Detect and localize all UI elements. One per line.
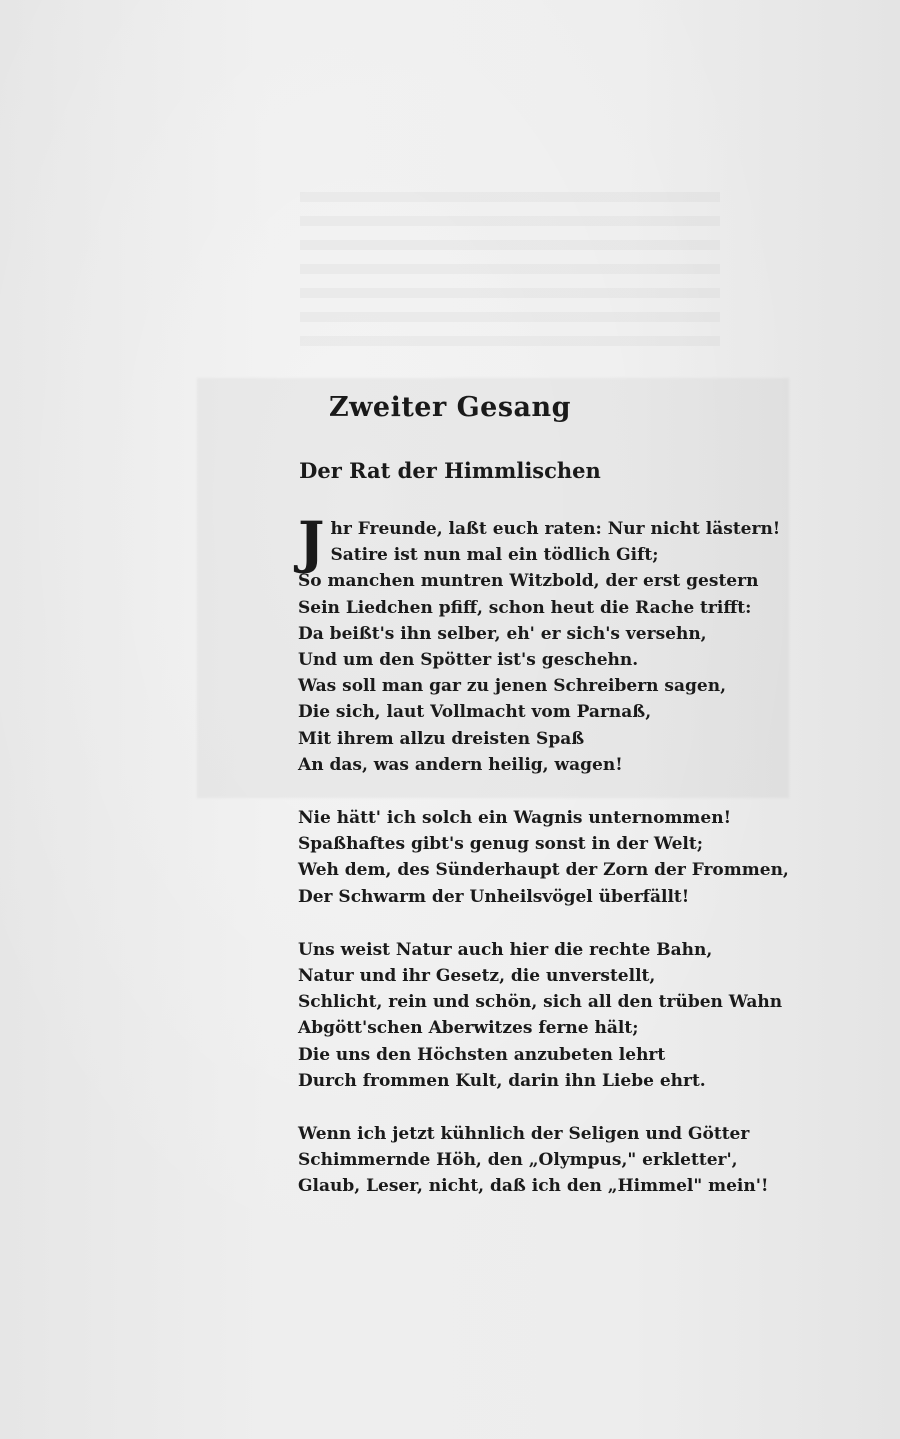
poem-line: Schimmernde Höh, den „Olympus," erkletter',	[298, 1150, 738, 1171]
bleed-through-text	[300, 178, 720, 358]
poem-line: Mit ihrem allzu dreisten Spaß	[298, 728, 585, 749]
poem-line: Abgött'schen Aberwitzes ferne hält;	[298, 1018, 639, 1039]
poem-line: Wenn ich jetzt kühnlich der Seligen und Götter	[298, 1124, 750, 1145]
poem-line: Glaub, Leser, nicht, daß ich den „Himmel" mein'!	[298, 1176, 769, 1197]
poem-line: Schlicht, rein und schön, sich all den trüben Wahn	[298, 992, 783, 1013]
poem-line: So manchen muntren Witzbold, der erst gestern	[298, 571, 759, 592]
chapter-subheading: Der Rat der Himmlischen	[299, 458, 601, 483]
poem-line: Weh dem, des Sünderhaupt der Zorn der Frommen,	[298, 860, 789, 881]
stanza-4	[298, 1121, 778, 1200]
poem-line: Nie hätt' ich solch ein Wagnis unternommen!	[298, 808, 732, 829]
poem-line: Sein Liedchen pfiff, schon heut die Rache trifft:	[298, 597, 752, 618]
poem-line: Was soll man gar zu jenen Schreibern sagen,	[298, 676, 726, 697]
poem-line: Natur und ihr Gesetz, die unverstellt,	[298, 966, 656, 987]
poem-line: Uns weist Natur auch hier die rechte Bahn,	[298, 939, 713, 960]
stanza-3	[298, 937, 783, 1094]
poem-line: Die sich, laut Vollmacht vom Parnaß,	[298, 702, 652, 723]
drop-cap: J	[298, 510, 325, 576]
poem-line: Da beißt's ihn selber, eh' er sich's versehn,	[298, 623, 707, 644]
poem-line: Durch frommen Kult, darin ihn Liebe ehrt.	[298, 1070, 706, 1091]
poem-line: Der Schwarm der Unheilsvögel überfällt!	[298, 886, 690, 907]
stanza-1	[298, 510, 781, 778]
poem-line: hr Freunde, laßt euch raten: Nur nicht lästern!	[330, 519, 781, 539]
poem-line: An das, was andern heilig, wagen!	[298, 754, 623, 775]
poem-line: Spaßhaftes gibt's genug sonst in der Welt;	[298, 834, 703, 855]
poem-line: Die uns den Höchsten anzubeten lehrt	[298, 1044, 666, 1065]
chapter-heading: Zweiter Gesang	[328, 392, 572, 423]
poem-line: Satire ist nun mal ein tödlich Gift;	[330, 545, 659, 566]
poem-body	[298, 510, 789, 1227]
poem-line: Und um den Spötter ist's geschehn.	[298, 650, 639, 671]
stanza-2	[298, 805, 789, 910]
